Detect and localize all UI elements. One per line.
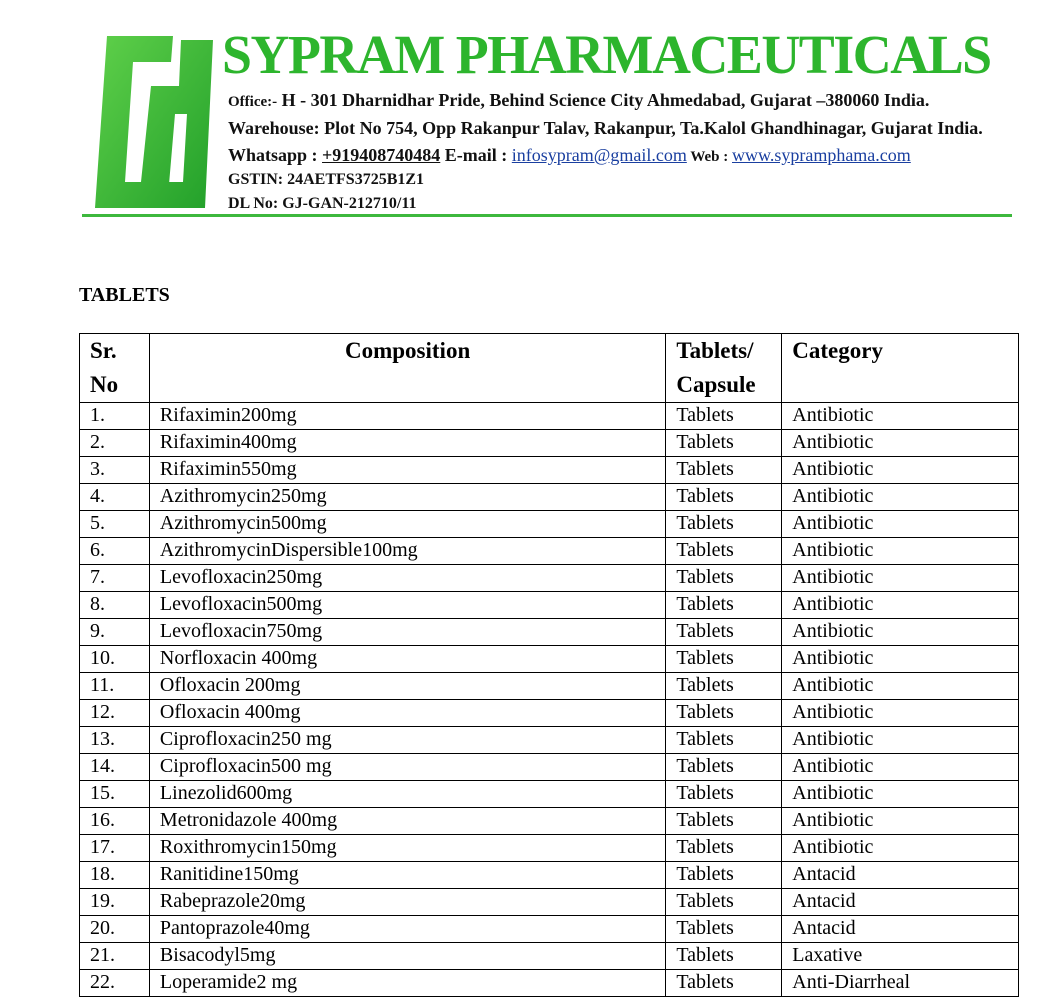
cell-type: Tablets [666,727,782,754]
cell-sr-no: 14. [80,754,150,781]
cell-composition: Linezolid600mg [149,781,665,808]
cell-category: Antibiotic [782,592,1019,619]
cell-type: Tablets [666,646,782,673]
cell-sr-no: 8. [80,592,150,619]
cell-type: Tablets [666,592,782,619]
cell-sr-no: 4. [80,484,150,511]
header-sr-line2: No [90,372,119,397]
table-row [80,781,1019,808]
table-row [80,484,1019,511]
table-row [80,646,1019,673]
section-title: TABLETS [79,284,170,306]
whatsapp-number[interactable]: +919408740484 [322,145,441,165]
cell-composition: Rabeprazole20mg [149,889,665,916]
sypram-logo-icon [93,32,219,212]
table-header-row [80,334,1019,403]
cell-sr-no: 21. [80,943,150,970]
cell-composition: Levofloxacin750mg [149,619,665,646]
cell-category: Antibiotic [782,754,1019,781]
gstin: GSTIN: 24AETFS3725B1Z1 [228,171,425,188]
cell-type: Tablets [666,484,782,511]
email-label: E-mail : [440,145,512,165]
table-row [80,403,1019,430]
cell-composition: Levofloxacin250mg [149,565,665,592]
cell-composition: Ofloxacin 200mg [149,673,665,700]
table-row [80,943,1019,970]
header-sr-no [80,334,150,403]
header-type-line1: Tablets/ [676,338,754,363]
cell-type: Tablets [666,511,782,538]
cell-category: Antibiotic [782,565,1019,592]
products-table [79,333,1019,997]
cell-sr-no: 9. [80,619,150,646]
cell-category: Laxative [782,943,1019,970]
cell-type: Tablets [666,862,782,889]
cell-sr-no: 7. [80,565,150,592]
cell-sr-no: 2. [80,430,150,457]
cell-type: Tablets [666,916,782,943]
cell-category: Antibiotic [782,430,1019,457]
cell-category: Antibiotic [782,673,1019,700]
cell-sr-no: 6. [80,538,150,565]
cell-sr-no: 13. [80,727,150,754]
cell-type: Tablets [666,943,782,970]
cell-category: Antacid [782,889,1019,916]
cell-type: Tablets [666,430,782,457]
cell-composition: Roxithromycin150mg [149,835,665,862]
contact-details-line [228,145,911,166]
office-label: Office:- [228,94,278,110]
cell-category: Antibiotic [782,727,1019,754]
table-row [80,565,1019,592]
cell-type: Tablets [666,889,782,916]
cell-type: Tablets [666,808,782,835]
cell-composition: Ofloxacin 400mg [149,700,665,727]
cell-category: Anti-Diarrheal [782,970,1019,997]
table-row [80,673,1019,700]
cell-sr-no: 3. [80,457,150,484]
cell-composition: Rifaximin400mg [149,430,665,457]
table-row [80,592,1019,619]
cell-sr-no: 19. [80,889,150,916]
whatsapp-label: Whatsapp : [228,145,323,165]
cell-composition: Ranitidine150mg [149,862,665,889]
table-row [80,430,1019,457]
cell-composition: AzithromycinDispersible100mg [149,538,665,565]
cell-sr-no: 5. [80,511,150,538]
website-link[interactable]: www.sypramphama.com [732,145,911,165]
cell-type: Tablets [666,457,782,484]
cell-category: Antibiotic [782,808,1019,835]
cell-category: Antibiotic [782,484,1019,511]
table-row [80,619,1019,646]
cell-type: Tablets [666,403,782,430]
cell-type: Tablets [666,754,782,781]
cell-composition: Rifaximin200mg [149,403,665,430]
company-name: SYPRAM PHARMACEUTICALS [222,24,991,85]
cell-composition: Levofloxacin500mg [149,592,665,619]
cell-composition: Loperamide2 mg [149,970,665,997]
cell-composition: Pantoprazole40mg [149,916,665,943]
cell-category: Antibiotic [782,538,1019,565]
table-row [80,457,1019,484]
cell-composition: Bisacodyl5mg [149,943,665,970]
cell-category: Antibiotic [782,511,1019,538]
cell-composition: Ciprofloxacin500 mg [149,754,665,781]
header-category: Category [782,334,1019,403]
cell-type: Tablets [666,835,782,862]
web-label: Web : [686,149,732,165]
cell-sr-no: 15. [80,781,150,808]
cell-type: Tablets [666,781,782,808]
table-row [80,754,1019,781]
header-divider [82,214,1012,217]
cell-sr-no: 18. [80,862,150,889]
cell-sr-no: 17. [80,835,150,862]
cell-type: Tablets [666,673,782,700]
cell-composition: Azithromycin500mg [149,511,665,538]
header-sr-line1: Sr. [90,338,117,363]
header-type [666,334,782,403]
office-address-line [228,90,929,111]
cell-sr-no: 11. [80,673,150,700]
office-address: H - 301 Dharnidhar Pride, Behind Science City Ahmedabad, Gujarat –380060 India. [281,90,930,110]
cell-type: Tablets [666,700,782,727]
cell-category: Antibiotic [782,619,1019,646]
table-row [80,727,1019,754]
table-row [80,862,1019,889]
table-row [80,889,1019,916]
dl-number: DL No: GJ-GAN-212710/11 [228,195,417,212]
table-row [80,916,1019,943]
table-row [80,970,1019,997]
table-row [80,700,1019,727]
cell-composition: Ciprofloxacin250 mg [149,727,665,754]
warehouse-address: Warehouse: Plot No 754, Opp Rakanpur Talav, Rakanpur, Ta.Kalol Ghandhinagar, Gujarat India. [228,118,983,138]
cell-sr-no: 1. [80,403,150,430]
cell-type: Tablets [666,619,782,646]
table-row [80,511,1019,538]
cell-category: Antibiotic [782,835,1019,862]
cell-sr-no: 16. [80,808,150,835]
cell-composition: Rifaximin550mg [149,457,665,484]
cell-category: Antibiotic [782,781,1019,808]
header-composition: Composition [149,334,665,403]
cell-type: Tablets [666,538,782,565]
cell-category: Antacid [782,862,1019,889]
cell-category: Antibiotic [782,646,1019,673]
cell-sr-no: 10. [80,646,150,673]
cell-sr-no: 20. [80,916,150,943]
cell-composition: Azithromycin250mg [149,484,665,511]
header-type-line2: Capsule [676,372,756,397]
table-row [80,808,1019,835]
cell-category: Antibiotic [782,403,1019,430]
table-row [80,538,1019,565]
cell-composition: Metronidazole 400mg [149,808,665,835]
cell-type: Tablets [666,970,782,997]
cell-sr-no: 12. [80,700,150,727]
table-row [80,835,1019,862]
cell-category: Antibiotic [782,457,1019,484]
cell-type: Tablets [666,565,782,592]
cell-sr-no: 22. [80,970,150,997]
cell-composition: Norfloxacin 400mg [149,646,665,673]
cell-category: Antibiotic [782,700,1019,727]
cell-category: Antacid [782,916,1019,943]
email-link[interactable]: infosypram@gmail.com [511,145,687,165]
